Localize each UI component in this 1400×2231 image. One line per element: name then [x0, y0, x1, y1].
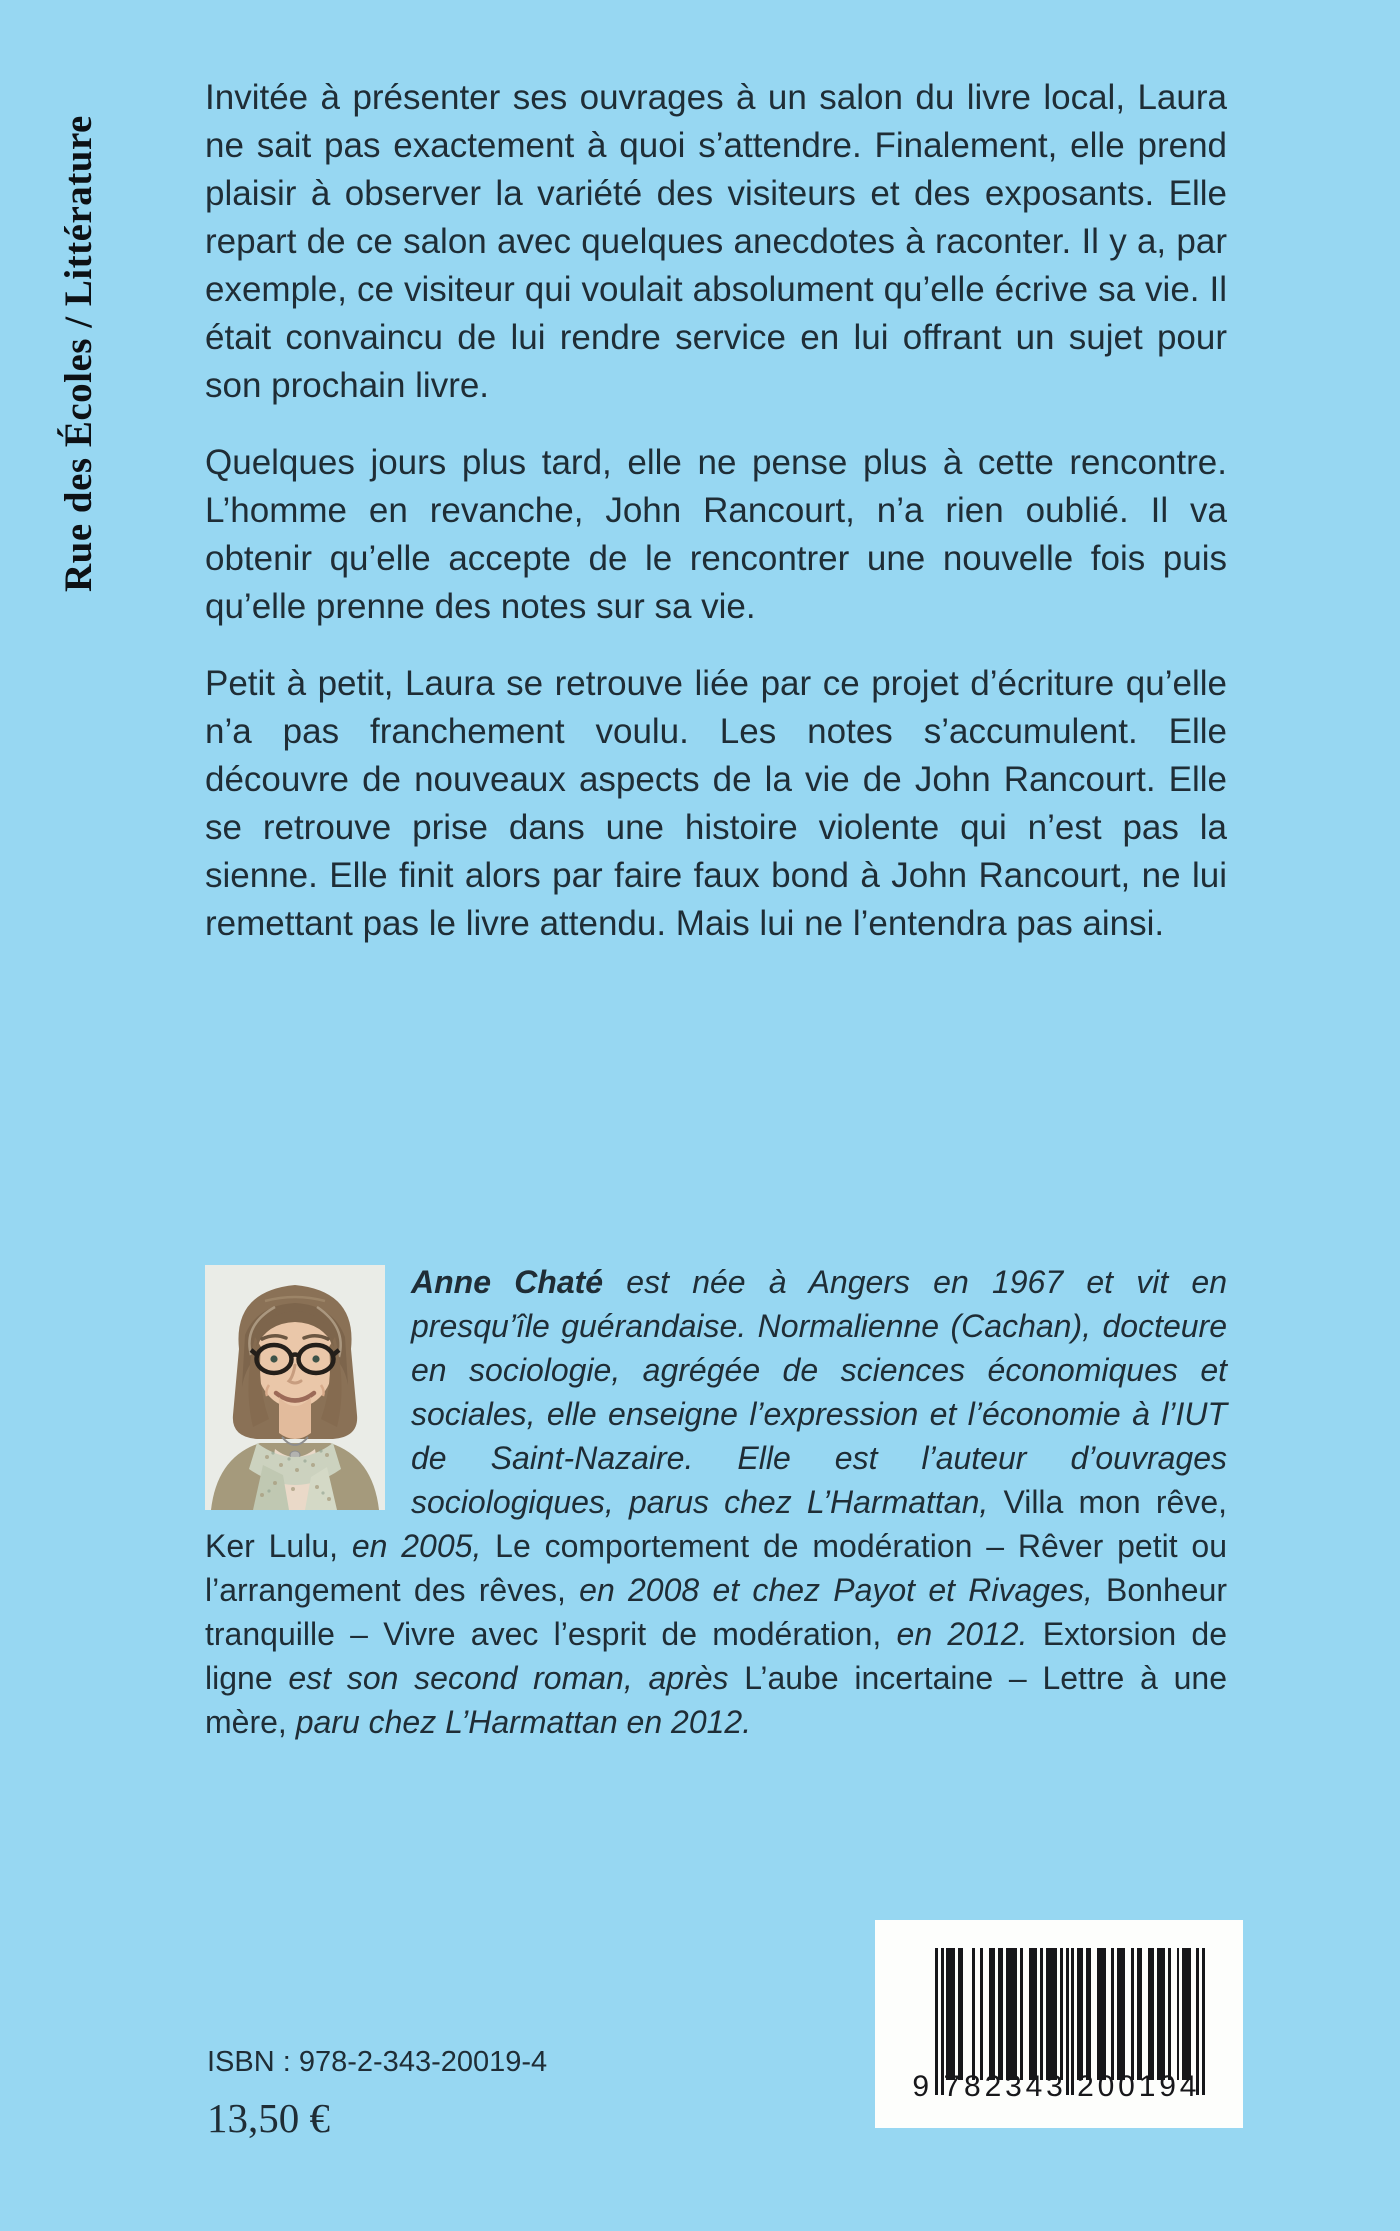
barcode-bar — [1111, 1948, 1114, 2080]
bio-segment: paru chez L’Harmattan en 2012. — [286, 1704, 752, 1740]
barcode-bar — [1046, 1948, 1057, 2080]
synopsis-paragraph: Quelques jours plus tard, elle ne pense plus à cette rencontre. L’homme en revanche, John Rancourt, n’a rien oublié. Il va obtenir qu’elle accepte de le rencontrer une nouvelle fois puis qu’elle prenne des notes sur sa vie. — [205, 443, 1227, 626]
synopsis-paragraph: Invitée à présenter ses ouvrages à un salon du livre local, Laura ne sait pas exactement à quoi s’attendre. Finalement, elle prend plaisir à observer la variété des visiteurs et des exposants. Elle repart de ce salon avec quelques anecdotes à raconter. Il y a, par exemple, ce visiteur qui voulait absolument qu’elle écrive sa vie. Il était convaincu de lui rendre service en lui offrant un sujet pour son prochain livre. — [205, 78, 1227, 405]
barcode-digit-group — [1077, 2070, 1196, 2104]
barcode-digit: 1 — [1138, 2070, 1156, 2103]
barcode-bar — [1020, 1948, 1023, 2080]
bio-segment: en 2005, — [338, 1528, 496, 1564]
barcode-bar — [1006, 1948, 1017, 2080]
barcode-digit: 9 — [912, 2070, 929, 2103]
bio-segment: Extorsion de ligne — [205, 1616, 1228, 1696]
barcode-bar — [1202, 1948, 1205, 2095]
bio-segment: en 2012. — [881, 1616, 1043, 1652]
synopsis — [205, 74, 1227, 977]
bio-segment: Bonheur tranquille – Vivre avec l’esprit de modération, — [205, 1572, 1228, 1652]
barcode-bar — [1071, 1948, 1074, 2095]
barcode-digit: 3 — [1046, 2070, 1063, 2103]
barcode-bar — [958, 1948, 964, 2080]
barcode-digit-group — [944, 2070, 1063, 2104]
barcode-digit: 8 — [964, 2070, 981, 2103]
barcode-bar — [1168, 1948, 1171, 2080]
barcode-digit: 0 — [1118, 2070, 1135, 2103]
barcode-digit: 9 — [1159, 2070, 1176, 2103]
author-photo — [205, 1265, 385, 1510]
bio-segment: L’aube incertaine – Lettre à une mère, — [205, 1660, 1228, 1740]
barcode-bar — [1196, 1948, 1199, 2095]
barcode-digit: 7 — [943, 2070, 961, 2103]
bio-segment: en 2008 et chez Payot et Rivages, — [565, 1572, 1107, 1608]
bio-segment: est son second roman, après — [272, 1660, 745, 1696]
barcode-bar — [935, 1948, 938, 2095]
isbn: ISBN : 978-2-343-20019-4 — [207, 2046, 548, 2078]
barcode-bar — [1131, 1948, 1134, 2080]
barcode-digit: 2 — [1077, 2070, 1094, 2103]
barcode-digit: 3 — [1005, 2070, 1022, 2103]
barcode-bar — [946, 1948, 955, 2080]
author-photo-image — [205, 1265, 385, 1510]
barcode-bar — [1137, 1948, 1143, 2080]
barcode-bar — [1097, 1948, 1106, 2080]
price: 13,50 € — [207, 2095, 330, 2141]
barcode-bar — [1177, 1948, 1180, 2080]
bio-segment: Anne Chaté — [411, 1264, 604, 1300]
barcode-digit: 4 — [1025, 2070, 1043, 2103]
bio-segment: Le comportement de modération – Rêver petit ou l’arrangement des rêves, — [205, 1528, 1228, 1608]
collection-label: Rue des Écoles / Littérature — [57, 115, 100, 592]
barcode-bar — [1117, 1948, 1126, 2080]
barcode-bar — [1157, 1948, 1166, 2080]
barcode-bar — [1086, 1948, 1092, 2080]
barcode-bar — [998, 1948, 1004, 2080]
author-bio — [205, 1260, 1227, 1744]
bio-segment: Villa mon rêve, Ker Lulu, — [205, 1484, 1228, 1564]
barcode-digit: 4 — [1179, 2070, 1197, 2103]
barcode-digit-group — [891, 2070, 929, 2104]
barcode-bar — [1182, 1948, 1191, 2080]
barcode-bar — [1029, 1948, 1038, 2080]
barcode-bar — [1040, 1948, 1043, 2080]
barcode-bar — [989, 1948, 995, 2080]
barcode-bar — [1060, 1948, 1063, 2080]
barcode-bar — [972, 1948, 975, 2080]
barcode-bar — [980, 1948, 983, 2080]
bio-segment: est née à Angers en 1967 et vit en presqu’île guérandaise. Normalienne (Cachan), docteure en sociologie, agrégée de sciences économiques et sociales, elle enseigne l’expression et l’économie à l’IUT de Saint-Nazaire. Elle est l’auteur d’ouvrages sociologiques, parus chez L’Harmattan, — [411, 1264, 1228, 1520]
synopsis-paragraph: Petit à petit, Laura se retrouve liée par ce projet d’écriture qu’elle n’a pas franchement voulu. Les notes s’accumulent. Elle découvre de nouveaux aspects de la vie de John Rancourt. Elle se retrouve prise dans une histoire violente qui n’est pas la sienne. Elle finit alors par faire faux bond à John Rancourt, ne lui remettant pas le livre attendu. Mais lui ne l’entendra pas ainsi. — [205, 664, 1227, 943]
barcode-bar — [1148, 1948, 1154, 2080]
barcode-bar — [1066, 1948, 1069, 2095]
barcode-digit: 0 — [1097, 2070, 1115, 2103]
barcode — [875, 1920, 1243, 2128]
barcode-bar — [1077, 1948, 1083, 2080]
barcode-digit: 2 — [984, 2070, 1002, 2103]
